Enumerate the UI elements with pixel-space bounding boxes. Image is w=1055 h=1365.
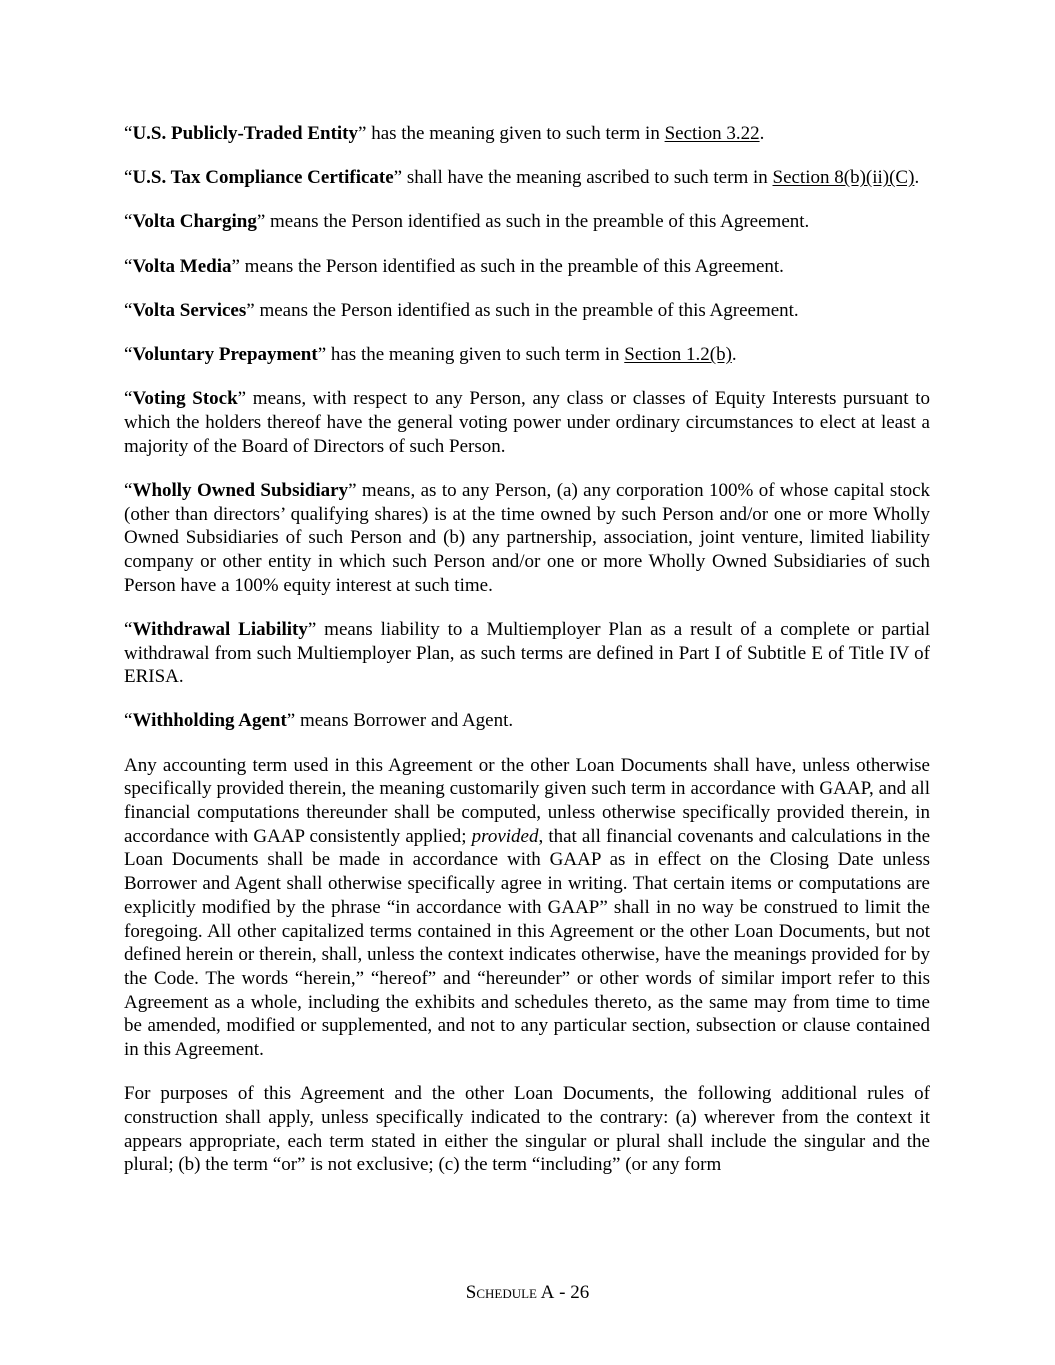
footer-label: Schedule A <box>465 1282 555 1303</box>
section-reference-link[interactable]: Section 8(b)(ii)(C) <box>772 167 915 189</box>
accounting-terms-paragraph: Any accounting term used in this Agreement or the other Loan Documents shall have, unless otherwise specifically provided therein, the meaning customarily given such term in accordance with GAAP, and all financial computations thereunder shall be computed, unless otherwise specifically provided therein, in accordance with GAAP consistently applied; provided, that all financial covenants and calculations in the Loan Documents shall be made in accordance with GAAP as in effect on the Closing Date unless Borrower and Agent shall otherwise specifically agree in writing. That certain items or computations are explicitly modified by the phrase “in accordance with GAAP” shall in no way be construed to limit the foregoing. All other capitalized terms contained in this Agreement or the other Loan Documents, but not defined herein or therein, shall, unless the context indicates otherwise, have the meanings provided for by the Code. The words “herein,” “hereof” and “hereunder” or other words of similar import refer to this Agreement as a whole, including the exhibits and schedules thereto, as the same may from time to time be amended, modified or supplemented, and not to any particular section, subsection or clause contained in this Agreement. <box>124 754 930 1061</box>
definition-withholding-agent: “Withholding Agent” means Borrower and Agent. <box>124 710 514 732</box>
defined-term: Withholding Agent <box>132 710 287 732</box>
italic-proviso: provided <box>471 825 539 847</box>
section-reference-link[interactable]: Section 1.2(b) <box>624 344 732 366</box>
definition-us-tax-compliance-certificate: “U.S. Tax Compliance Certificate” shall have the meaning ascribed to such term in Section 8(b)(ii)(C). <box>124 167 920 189</box>
definition-wholly-owned-subsidiary: “Wholly Owned Subsidiary” means, as to any Person, (a) any corporation 100% of whose capital stock (other than directors’ qualifying shares) is at the time owned by such Person and/or one or more Wholly Owned Subsidiaries of such Person and (b) any partnership, association, joint venture, limited liability company or other entity in which such Person and/or one or more Wholly Owned Subsidiaries of such Person have a 100% equity interest at such time. <box>124 479 931 596</box>
defined-term: Withdrawal Liability <box>132 618 308 640</box>
definition-voting-stock: “Voting Stock” means, with respect to any Person, any class or classes of Equity Interests pursuant to which the holders thereof have the general voting power under ordinary circumstances to elect at least a majority of the Board of Directors of such Person. <box>124 388 930 457</box>
definition-volta-media: “Volta Media” means the Person identified as such in the preamble of this Agreement. <box>124 255 784 277</box>
section-reference-link[interactable]: Section 3.22 <box>664 123 760 144</box>
definition-voluntary-prepayment: “Voluntary Prepayment” has the meaning given to such term in Section 1.2(b). <box>124 344 737 366</box>
defined-term: U.S. Tax Compliance Certificate <box>132 167 394 189</box>
defined-term: Volta Media <box>132 255 232 277</box>
document-body <box>124 122 930 1198</box>
definition-withdrawal-liability: “Withdrawal Liability” means liability to a Multiemployer Plan as a result of a complete or partial withdrawal from such Multiemployer Plan, as such terms are defined in Part I of Subtitle E of Title IV of ERISA. <box>124 618 931 688</box>
page-number: 26 <box>570 1282 590 1303</box>
defined-term: Volta Charging <box>132 211 257 233</box>
definition-volta-services: “Volta Services” means the Person identified as such in the preamble of this Agreement. <box>124 299 799 321</box>
definition-us-publicly-traded-entity: “U.S. Publicly-Traded Entity” has the meaning given to such term in Section 3.22. <box>124 123 765 144</box>
definition-volta-charging: “Volta Charging” means the Person identified as such in the preamble of this Agreement. <box>124 211 810 233</box>
defined-term: Voluntary Prepayment <box>132 344 318 366</box>
defined-term: U.S. Publicly-Traded Entity <box>132 123 358 144</box>
page-footer: Schedule A - 26 <box>465 1282 590 1303</box>
rules-of-construction-paragraph: For purposes of this Agreement and the other Loan Documents, the following additional rules of construction shall apply, unless specifically indicated to the contrary: (a) wherever from the context it appears appropriate, each term stated in either the singular or plural shall include the singular and the plural; (b) the term “or” is not exclusive; (c) the term “including” (or any form <box>124 1083 930 1176</box>
defined-term: Volta Services <box>132 299 247 321</box>
defined-term: Voting Stock <box>132 388 238 410</box>
defined-term: Wholly Owned Subsidiary <box>132 479 349 501</box>
